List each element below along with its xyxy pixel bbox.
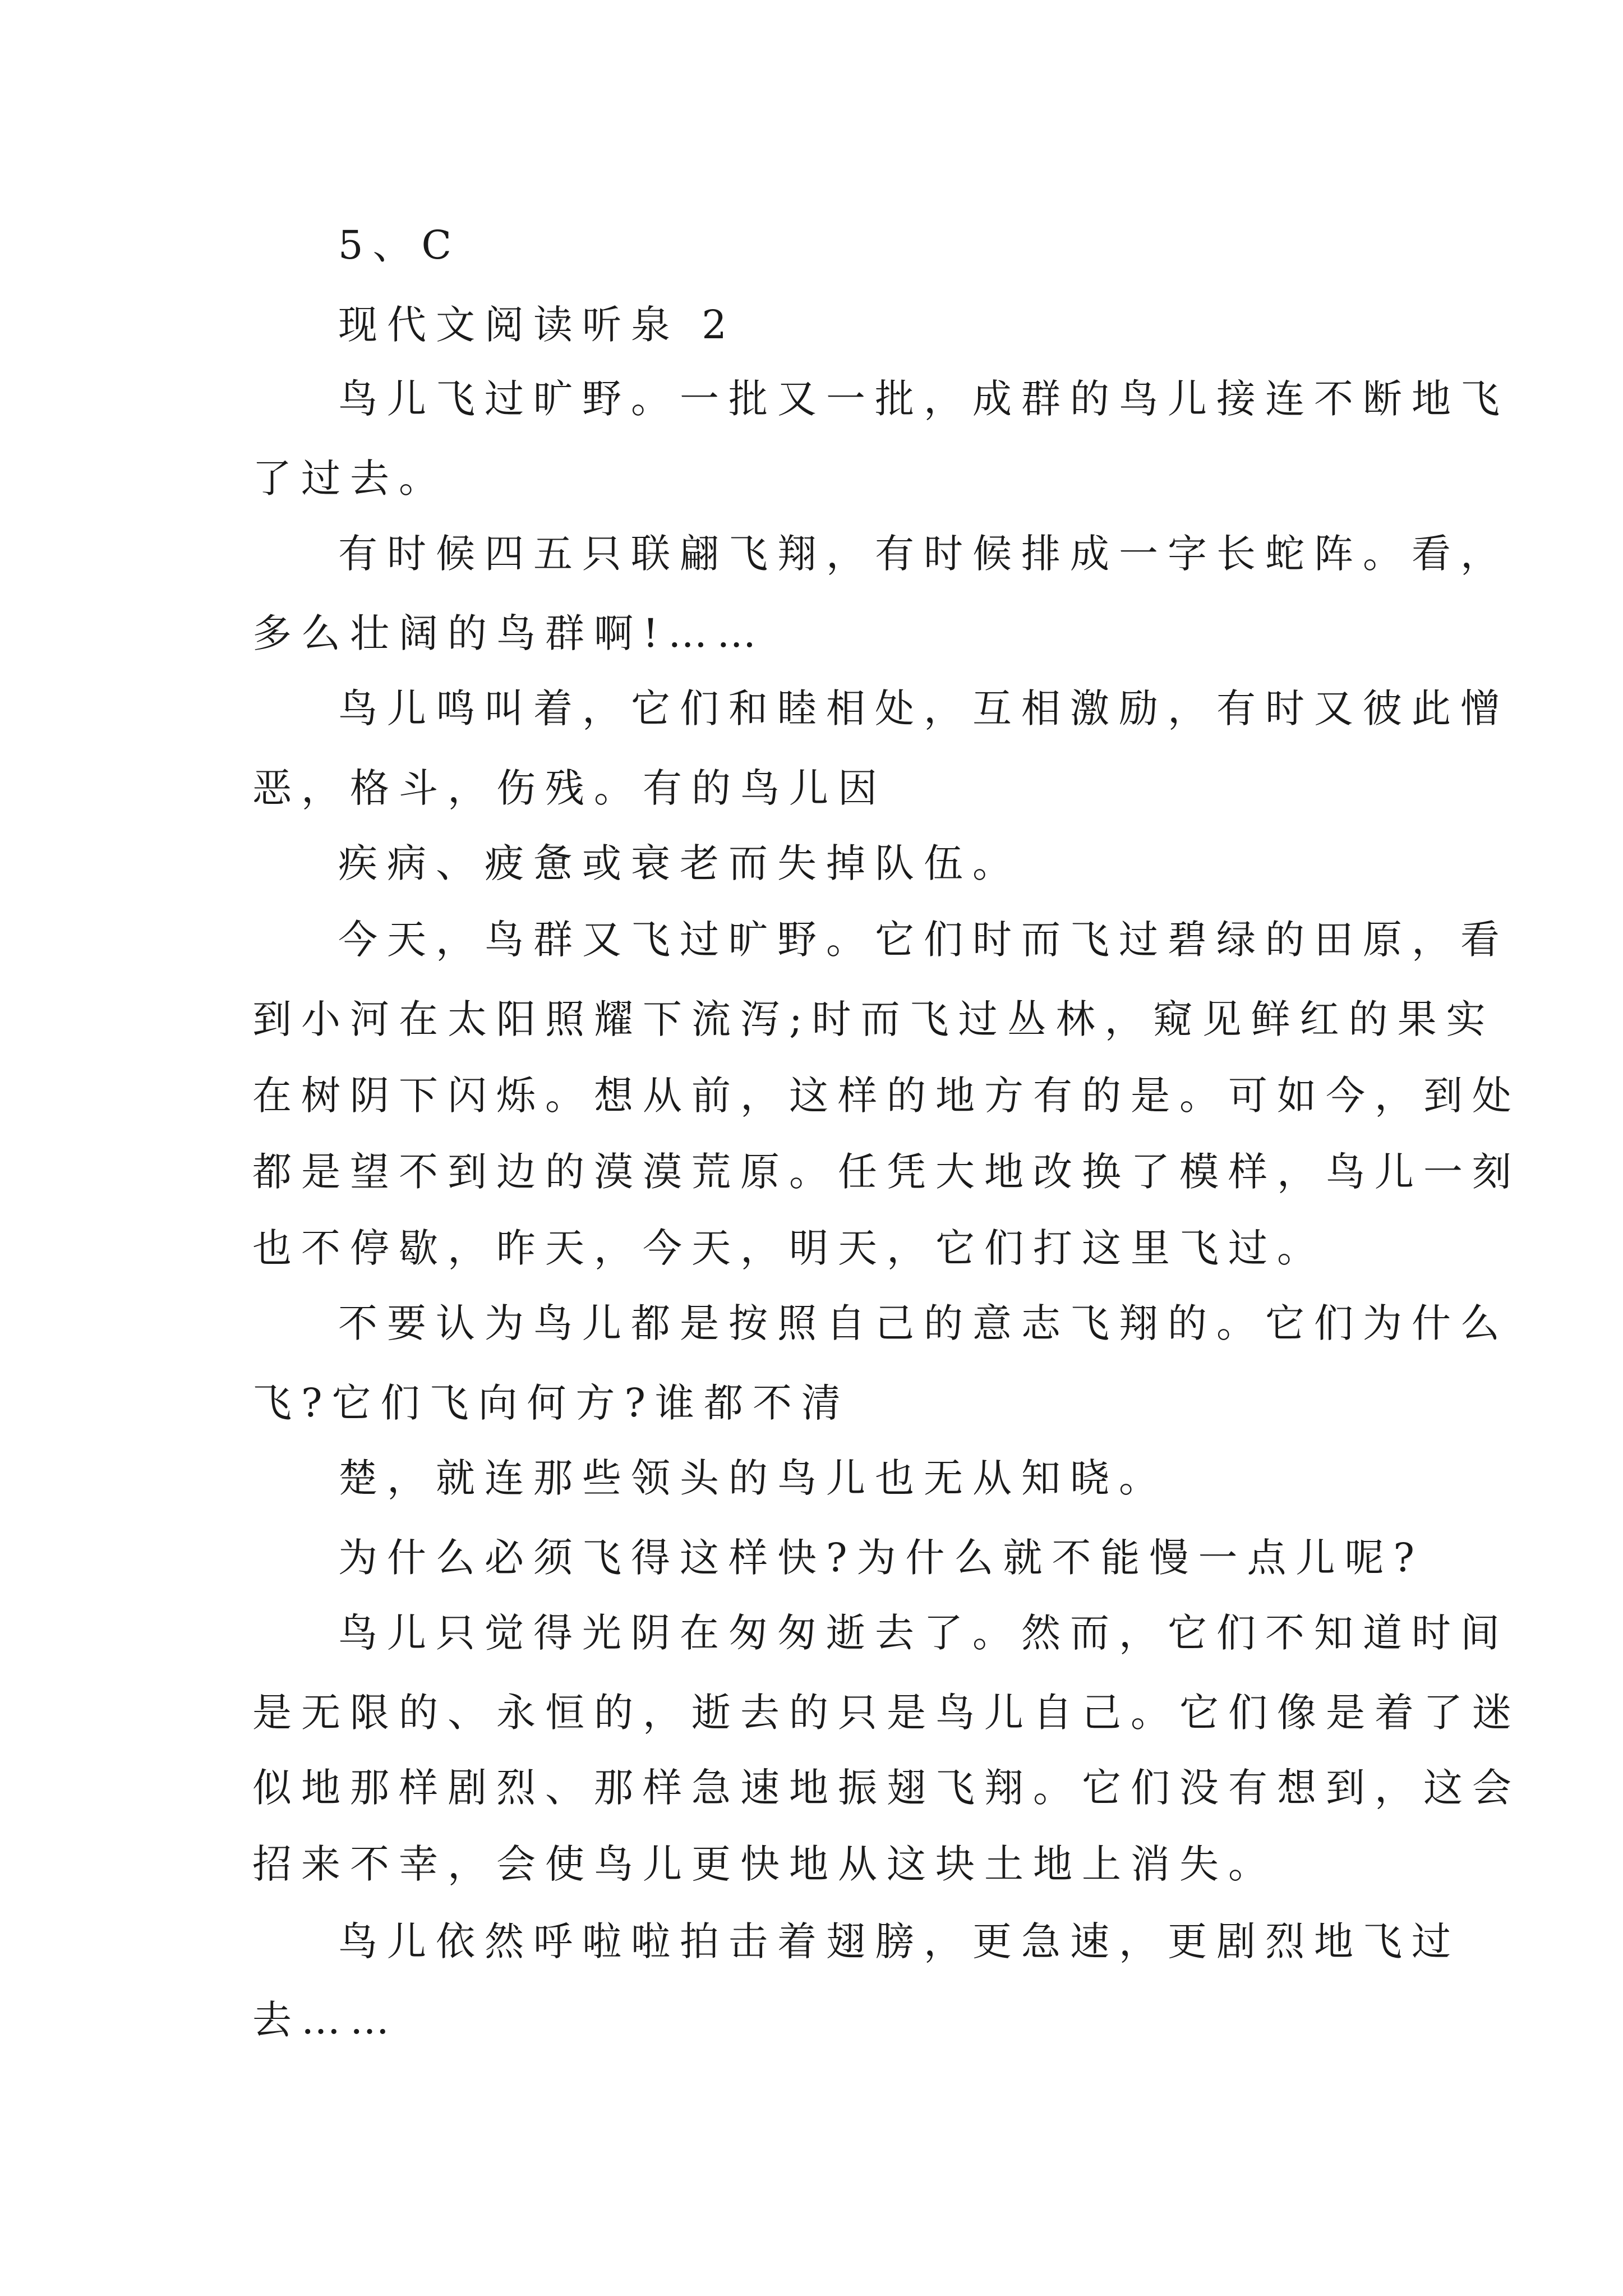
paragraph-1-line-2: 了过去。 (252, 455, 448, 501)
paragraph-10-line-1: 鸟儿依然呼啦啦拍击着翅膀，更急速，更剧烈地飞过 (338, 1918, 1460, 1964)
paragraph-2-line-2: 多么壮阔的鸟群啊!…… (252, 610, 766, 656)
paragraph-10-line-2: 去…… (252, 1997, 399, 2043)
answer-line: 5、C (338, 222, 462, 268)
paragraph-8-line-1: 为什么必须飞得这样快?为什么就不能慢一点儿呢? (338, 1535, 1424, 1581)
paragraph-1-line-1: 鸟儿飞过旷野。一批又一批，成群的鸟儿接连不断地飞 (338, 376, 1509, 422)
paragraph-3-line-2: 恶，格斗，伤残。有的鸟儿因 (252, 765, 887, 811)
paragraph-5-line-1: 今天，鸟群又飞过旷野。它们时而飞过碧绿的田原，看 (338, 917, 1509, 963)
paragraph-6-line-1: 不要认为鸟儿都是按照自己的意志飞翔的。它们为什么 (338, 1300, 1509, 1346)
paragraph-5-line-4: 都是望不到边的漠漠荒原。任凭大地改换了模样，鸟儿一刻 (252, 1149, 1521, 1195)
paragraph-9-line-4: 招来不幸，会使鸟儿更快地从这块土地上消失。 (252, 1841, 1277, 1887)
paragraph-2-line-1: 有时候四五只联翩飞翔，有时候排成一字长蛇阵。看， (338, 531, 1509, 577)
paragraph-9-line-1: 鸟儿只觉得光阴在匆匆逝去了。然而，它们不知道时间 (338, 1610, 1509, 1656)
paragraph-7-line-1: 楚，就连那些领头的鸟儿也无从知晓。 (338, 1455, 1168, 1501)
paragraph-9-line-2: 是无限的、永恒的，逝去的只是鸟儿自己。它们像是着了迷 (252, 1690, 1521, 1736)
paragraph-5-line-3: 在树阴下闪烁。想从前，这样的地方有的是。可如今，到处 (252, 1073, 1521, 1119)
paragraph-6-line-2: 飞?它们飞向何方?谁都不清 (252, 1380, 851, 1426)
paragraph-5-line-5: 也不停歇，昨天，今天，明天，它们打这里飞过。 (252, 1225, 1326, 1271)
paragraph-4-line-1: 疾病、疲惫或衰老而失掉队伍。 (338, 840, 1021, 886)
paragraph-3-line-1: 鸟儿鸣叫着，它们和睦相处，互相激励，有时又彼此憎 (338, 685, 1509, 731)
paragraph-5-line-2: 到小河在太阳照耀下流泻;时而飞过丛林，窥见鲜红的果实 (252, 996, 1495, 1042)
section-title: 现代文阅读听泉 2 (338, 302, 736, 348)
paragraph-9-line-3: 似地那样剧烈、那样急速地振翅飞翔。它们没有想到，这会 (252, 1765, 1521, 1811)
